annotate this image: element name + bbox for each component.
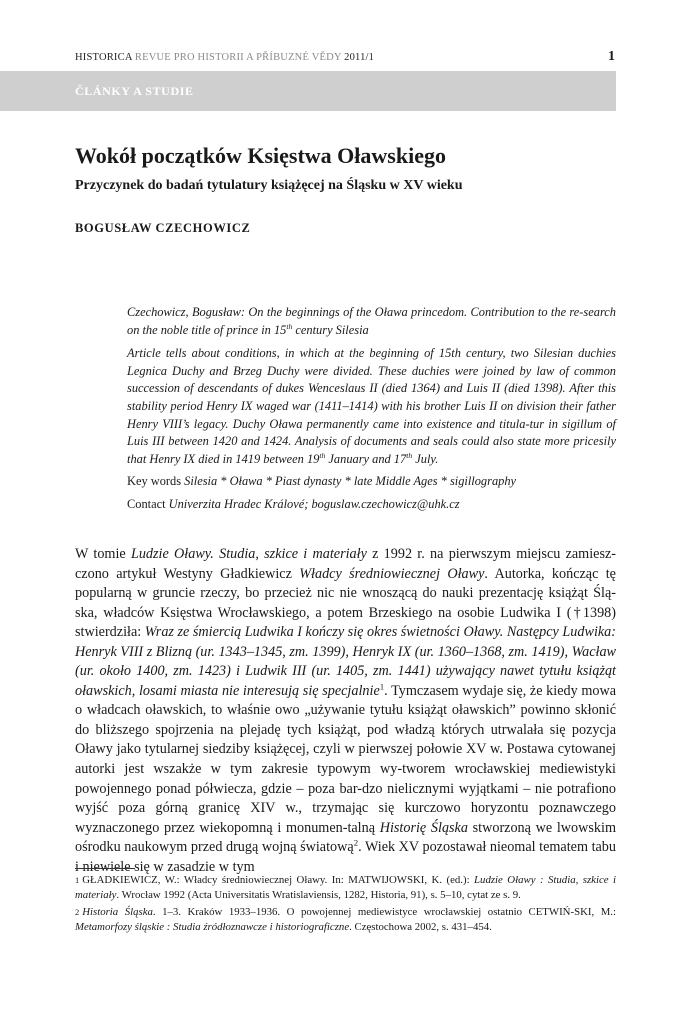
footnote-italic: Metamorfozy śląskie : Studia źródłoznawcze i historiograficzne: [75, 920, 350, 933]
keywords-line: [127, 473, 616, 491]
footnote-text-end: . Częstochowa 2002, s. 431–454.: [349, 920, 492, 933]
footnote-number: 2: [75, 907, 80, 918]
body-italic-run: Historię Śląska: [379, 819, 468, 836]
body-paragraph: [75, 545, 616, 877]
abstract-citation: [127, 304, 616, 339]
body-text-run: . Tymczasem wydaje się, że kiedy mowa o władcach oławskich, to właśnie owo „używanie tytułu książąt oławskich” powinno skłonić do bliższego spojrzenia na plejadę tych książąt, pod władzą których utrwalała się pozycja Oławy jako tytularnej siedziby książęcej, czyli w pierwszej połowie XV w. Postawa cytowanej autorki jest wszakże w tym zakresie typowym wy-tworem wrocławskiej mediewistyki powojennego ponad półwiecza, gdzie – poza bar-dzo nielicznymi wyjątkami – nie potrafiono wyjść poza górną granicę XIV w., trzymając się kurczowo horyzontu poznawczego wyznaczonego przez wiekopomną i monumen-talną: [75, 682, 617, 836]
footnote-text: GŁADKIEWICZ, W.: Władcy średniowiecznej Oławy. In: MATWIJOWSKI, K. (ed.):: [82, 874, 475, 886]
footnote-number: 1: [75, 875, 80, 885]
footnote-1: [75, 873, 616, 902]
article-author: BOGUSŁAW CZECHOWICZ: [75, 221, 251, 235]
abstract-block: [127, 304, 616, 514]
section-label: ČLÁNKY A STUDIE: [75, 84, 194, 98]
summary-superscript-1: th: [319, 450, 326, 460]
body-text-run: . Autorka, kończąc tę popularną w gruncie rzeczy, bo przecież nic nie wnoszącą do nauki prezentację książąt Ślą-ska, władców Księstwa Wrocławskiego, a potem Brzeskiego na osobie Ludwika I (†1398) stwierdziła:: [75, 565, 616, 641]
keywords-value: Silesia * Oława * Piast dynasty * late Middle Ages * sigillography: [184, 474, 517, 489]
issue-number: 2011/1: [344, 52, 375, 63]
page-number: 1: [608, 49, 615, 64]
summary-text-end: July.: [412, 451, 439, 466]
body-text-run: W tomie: [75, 546, 131, 562]
running-head: [75, 52, 615, 63]
footnote-ref-1[interactable]: 1: [379, 681, 385, 692]
footnote-ref-2[interactable]: 2: [353, 837, 359, 848]
section-band: [0, 71, 616, 111]
body-italic-run: Władcy średniowiecznej Oławy: [299, 565, 485, 582]
contact-label: Contact: [127, 496, 169, 511]
journal-name: HISTORICA: [75, 52, 133, 63]
body-text-run: stworzoną we lwowskim ośrodku naukowym przed drugą wojną światową: [75, 819, 616, 856]
body-text: [75, 545, 616, 877]
footnote-2: [75, 905, 616, 934]
body-italic-run: Ludzie Oławy. Studia, szkice i materiały: [130, 546, 367, 562]
article-subtitle: Przyczynek do badań tytulatury książęcej na Śląsku w XV wieku: [75, 178, 463, 193]
contact-value[interactable]: Univerzita Hradec Králové; boguslaw.czechowicz@uhk.cz: [168, 496, 460, 511]
citation-text-end: century Silesia: [292, 322, 369, 337]
summary-text: Article tells about conditions, in which at the beginning of 15th century, two Silesian duchies Legnica Duchy and Brzeg Duchy were divided. These duchies were joined by law of common succession of descendants of dukes Wenceslaus II (died 1364) and Luis II (died 1398). After this stability period Henry IX waged war (1411–1414) with his brother Luis II on division their father Henry VIII’s legacy. Duchy Oława permanently came into existence and titula-tur in sigillum of Luis III between 1420 and 1424. Analysis of documents and seals could also state more pricesily that Henry IX died in 1419 between 19: [127, 346, 616, 466]
summary-superscript-2: th: [406, 450, 413, 460]
citation-superscript: th: [286, 321, 293, 331]
footnote-italic: Ludzie Oławy : Studia, szkice i materiały: [75, 874, 616, 901]
footnote-text: . 1–3. Kraków 1933–1936. O powojennej mediewistyce wrocławskiej ostatnio CETWIŃ-SKI, M.:: [152, 906, 616, 919]
keywords-label: Key words: [127, 474, 185, 489]
body-quote-italic: Wraz ze śmiercią Ludwika I kończy się okres świetności Oławy. Następcy Ludwika: Henryk VIII z Blizną (ur. 1343–1345, zm. 1399), Henryk IX (ur. 1360–1368, zm. 1419), Wacław (ur. około 1400, zm. 1423) i Ludwik III (ur. 1405, zm. 1441) używający nawet tytułu książąt oławskich, losami miasta nie interesują się specjalnie: [75, 624, 616, 699]
citation-text: Czechowicz, Bogusław: On the beginnings of the Oława princedom. Contribution to the re-search on the noble title of prince in 15: [127, 305, 616, 337]
abstract-summary: [127, 345, 616, 468]
summary-text-middle: January and 17: [325, 451, 407, 466]
article-title: Wokół początków Księstwa Oławskiego: [75, 143, 446, 168]
footnotes: [75, 873, 616, 937]
contact-line: [127, 496, 616, 514]
body-text-run: z 1992 r. na pierwszym miejscu zamiesz-czono artykuł Westyny Gładkiewicz: [75, 546, 616, 582]
footnote-italic-lead: Historia Śląska: [82, 906, 153, 919]
footnote-divider: [75, 868, 135, 869]
body-text-run: . Wiek XV pozostawał nieomal tematem tabu i niewiele się w zasadzie w tym: [75, 839, 616, 875]
journal-subtitle: REVUE PRO HISTORII A PŘÍBUZNÉ VĚDY: [134, 52, 342, 63]
footnote-text-end: . Wrocław 1992 (Acta Universitatis Wratislaviensis, 1282, Historia, 91), s. 5–10, cytat ze s. 9.: [116, 888, 521, 901]
